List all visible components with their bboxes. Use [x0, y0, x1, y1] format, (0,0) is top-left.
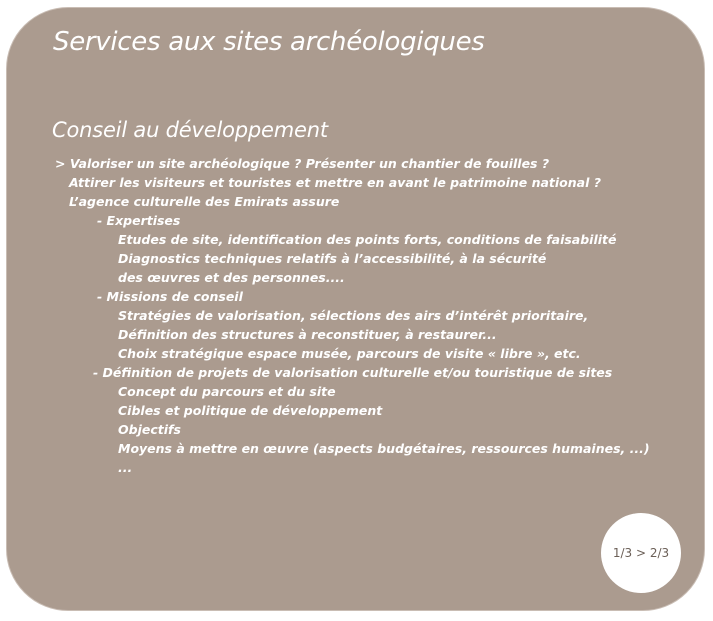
text-line: - Expertises: [97, 213, 181, 228]
text-line: Choix stratégique espace musée, parcours de visite « libre », etc.: [118, 346, 581, 361]
text-line: ...: [118, 460, 133, 475]
text-line: - Définition de projets de valorisation culturelle et/ou touristique de sites: [93, 365, 613, 380]
next-page-button[interactable]: [601, 513, 681, 593]
text-line: Diagnostics techniques relatifs à l’accessibilité, à la sécurité: [118, 251, 547, 266]
text-line: des œuvres et des personnes....: [118, 270, 345, 285]
text-line: Etudes de site, identification des points forts, conditions de faisabilité: [118, 232, 617, 247]
page-title: Services aux sites archéologiques: [53, 27, 485, 57]
content-panel: [6, 7, 705, 611]
service-description: [55, 154, 650, 477]
text-line: > Valoriser un site archéologique ? Présenter un chantier de fouilles ?: [55, 156, 550, 171]
text-line: Attirer les visiteurs et touristes et mettre en avant le patrimoine national ?: [69, 175, 601, 190]
text-line: Cibles et politique de développement: [118, 403, 383, 418]
pager-label: 1/3 > 2/3: [612, 546, 670, 560]
text-line: L’agence culturelle des Emirats assure: [69, 194, 340, 209]
section-title: Conseil au développement: [52, 118, 328, 142]
text-line: Définition des structures à reconstituer, à restaurer...: [118, 327, 497, 342]
text-line: Objectifs: [118, 422, 181, 437]
text-line: Moyens à mettre en œuvre (aspects budgétaires, ressources humaines, ...): [118, 441, 650, 456]
text-line: Stratégies de valorisation, sélections des airs d’intérêt prioritaire,: [118, 308, 589, 323]
text-line: Concept du parcours et du site: [118, 384, 336, 399]
text-line: - Missions de conseil: [97, 289, 243, 304]
